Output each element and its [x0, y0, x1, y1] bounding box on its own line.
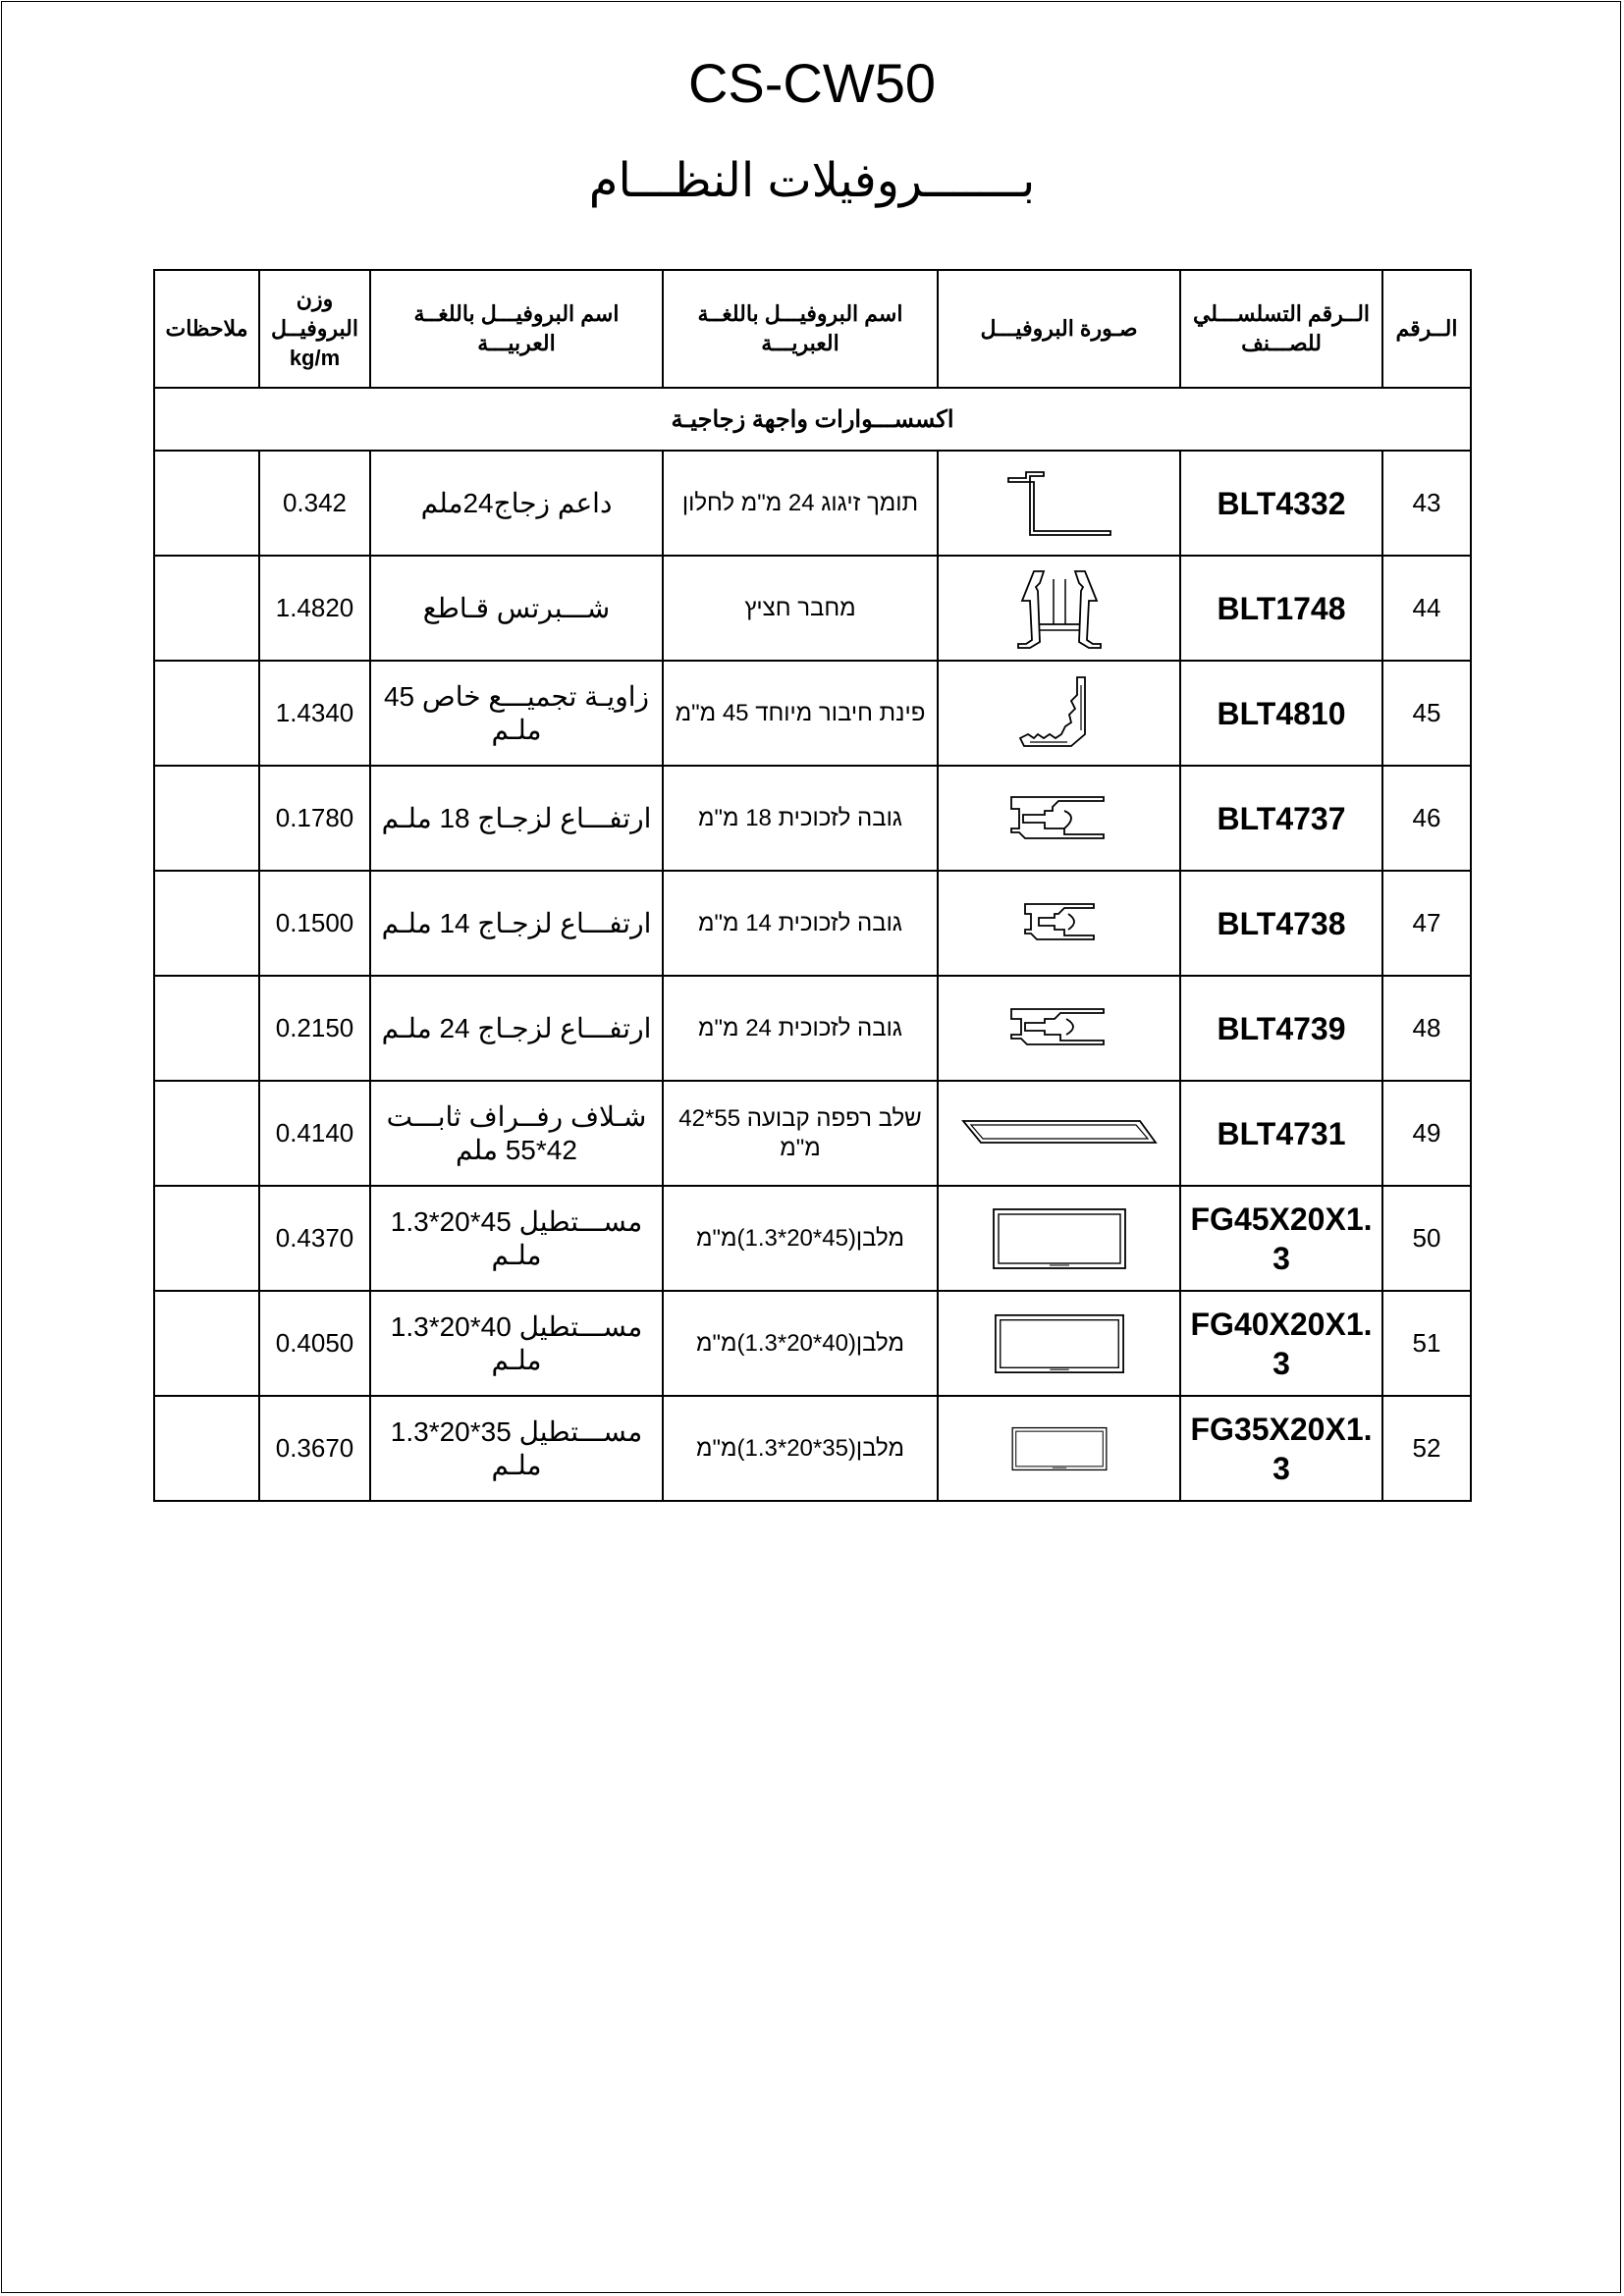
notes-cell: [154, 661, 259, 766]
notes-cell: [154, 1081, 259, 1186]
document-title: CS-CW50: [687, 52, 937, 114]
profile-code-cell: FG40X20X1.3: [1180, 1291, 1382, 1396]
profile-code-cell: BLT4737: [1180, 766, 1382, 871]
fixed-louver-profile-icon: [938, 1081, 1180, 1186]
hebrew-name-cell: מחבר חציץ: [663, 556, 938, 661]
weight-cell: 0.4370: [259, 1186, 370, 1291]
notes-cell: [154, 871, 259, 976]
glass-height-18-profile-icon: [938, 766, 1180, 871]
profiles-table: [153, 269, 1472, 1502]
hebrew-name-cell: גובה לזכוכית 14 מ"מ: [663, 871, 938, 976]
row-number-cell: 51: [1382, 1291, 1471, 1396]
arabic-name-cell: زاويـة تجميـــع خاص 45 ملـم: [370, 661, 663, 766]
header-weight: [259, 270, 370, 388]
table-row: [154, 871, 1471, 976]
notes-cell: [154, 1396, 259, 1501]
profile-code-cell: BLT4738: [1180, 871, 1382, 976]
section-title: اكسســـوارات واجهة زجاجيـة: [154, 388, 1471, 451]
arabic-name-cell: مســـتطيل 45*20*1.3 ملـم: [370, 1186, 663, 1291]
table-row: [154, 976, 1471, 1081]
row-number-cell: 46: [1382, 766, 1471, 871]
weight-cell: 0.3670: [259, 1396, 370, 1501]
profile-code-cell: BLT4810: [1180, 661, 1382, 766]
section-row: [154, 388, 1471, 451]
table-header-row: [154, 270, 1471, 388]
header-number: الــرقم: [1382, 270, 1471, 388]
table-row: [154, 556, 1471, 661]
hebrew-name-cell: תומך זיגוג 24 מ"מ לחלון: [663, 451, 938, 556]
profile-code-cell: BLT4739: [1180, 976, 1382, 1081]
weight-cell: 1.4340: [259, 661, 370, 766]
weight-cell: 0.1780: [259, 766, 370, 871]
rectangular-tube-profile-icon: [938, 1291, 1180, 1396]
corner-joint-profile-icon: [938, 661, 1180, 766]
hebrew-name-cell: מלבן(40*20*1.3)מ"מ: [663, 1291, 938, 1396]
notes-cell: [154, 1186, 259, 1291]
arabic-name-cell: شـــبرتس قـاطع: [370, 556, 663, 661]
table-row: [154, 661, 1471, 766]
notes-cell: [154, 766, 259, 871]
header-code: الــرقم التسلســـلي للصـــنف: [1180, 270, 1382, 388]
table-row: [154, 1186, 1471, 1291]
table-row: [154, 1291, 1471, 1396]
notes-cell: [154, 556, 259, 661]
document-subtitle: بـــــــروفيلات النظـــام: [588, 155, 1036, 207]
header-hebrew-name: اسم البروفيـــل باللغــة العبريـــة: [663, 270, 938, 388]
profile-code-cell: BLT4731: [1180, 1081, 1382, 1186]
table-row: [154, 451, 1471, 556]
table-row: [154, 1396, 1471, 1501]
header-notes: ملاحظات: [154, 270, 259, 388]
profile-code-cell: BLT4332: [1180, 451, 1382, 556]
arabic-name-cell: ارتفـــاع لزجـاج 18 ملـم: [370, 766, 663, 871]
row-number-cell: 43: [1382, 451, 1471, 556]
table-row: [154, 1081, 1471, 1186]
hebrew-name-cell: גובה לזכוכית 18 מ"מ: [663, 766, 938, 871]
header-arabic-name: اسم البروفيـــل باللغــة العربيـــة: [370, 270, 663, 388]
row-number-cell: 48: [1382, 976, 1471, 1081]
weight-cell: 0.342: [259, 451, 370, 556]
arabic-name-cell: مســـتطيل 35*20*1.3 ملـم: [370, 1396, 663, 1501]
header-weight-line2: البروفيــل: [271, 316, 358, 341]
header-weight-line1: وزن: [296, 287, 334, 311]
z-glass-support-profile-icon: [938, 451, 1180, 556]
row-number-cell: 52: [1382, 1396, 1471, 1501]
header-profile-image: صـورة البروفيـــل: [938, 270, 1180, 388]
weight-cell: 0.1500: [259, 871, 370, 976]
arabic-name-cell: شـلاف رفــراف ثابـــت 42*55 ملم: [370, 1081, 663, 1186]
row-number-cell: 49: [1382, 1081, 1471, 1186]
arabic-name-cell: داعم زجاج24ملم: [370, 451, 663, 556]
notes-cell: [154, 1291, 259, 1396]
glass-height-24-profile-icon: [938, 976, 1180, 1081]
notes-cell: [154, 976, 259, 1081]
arabic-name-cell: ارتفـــاع لزجـاج 24 ملـم: [370, 976, 663, 1081]
header-weight-unit: kg/m: [289, 346, 341, 370]
hebrew-name-cell: גובה לזכוכית 24 מ"מ: [663, 976, 938, 1081]
profile-code-cell: FG45X20X1.3: [1180, 1186, 1382, 1291]
profile-code-cell: BLT1748: [1180, 556, 1382, 661]
profile-code-cell: FG35X20X1.3: [1180, 1396, 1382, 1501]
glass-height-14-profile-icon: [938, 871, 1180, 976]
row-number-cell: 44: [1382, 556, 1471, 661]
rectangular-tube-profile-icon: [938, 1396, 1180, 1501]
arabic-name-cell: مســـتطيل 40*20*1.3 ملـم: [370, 1291, 663, 1396]
weight-cell: 0.2150: [259, 976, 370, 1081]
arabic-name-cell: ارتفـــاع لزجـاج 14 ملـم: [370, 871, 663, 976]
row-number-cell: 50: [1382, 1186, 1471, 1291]
weight-cell: 0.4140: [259, 1081, 370, 1186]
notes-cell: [154, 451, 259, 556]
hebrew-name-cell: מלבן(35*20*1.3)מ"מ: [663, 1396, 938, 1501]
hebrew-name-cell: שלב רפפה קבועה 55*42 מ"מ: [663, 1081, 938, 1186]
partition-connector-profile-icon: [938, 556, 1180, 661]
row-number-cell: 45: [1382, 661, 1471, 766]
row-number-cell: 47: [1382, 871, 1471, 976]
hebrew-name-cell: מלבן(45*20*1.3)מ"מ: [663, 1186, 938, 1291]
table-row: [154, 766, 1471, 871]
hebrew-name-cell: פינת חיבור מיוחד 45 מ"מ: [663, 661, 938, 766]
weight-cell: 0.4050: [259, 1291, 370, 1396]
rectangular-tube-profile-icon: [938, 1186, 1180, 1291]
weight-cell: 1.4820: [259, 556, 370, 661]
